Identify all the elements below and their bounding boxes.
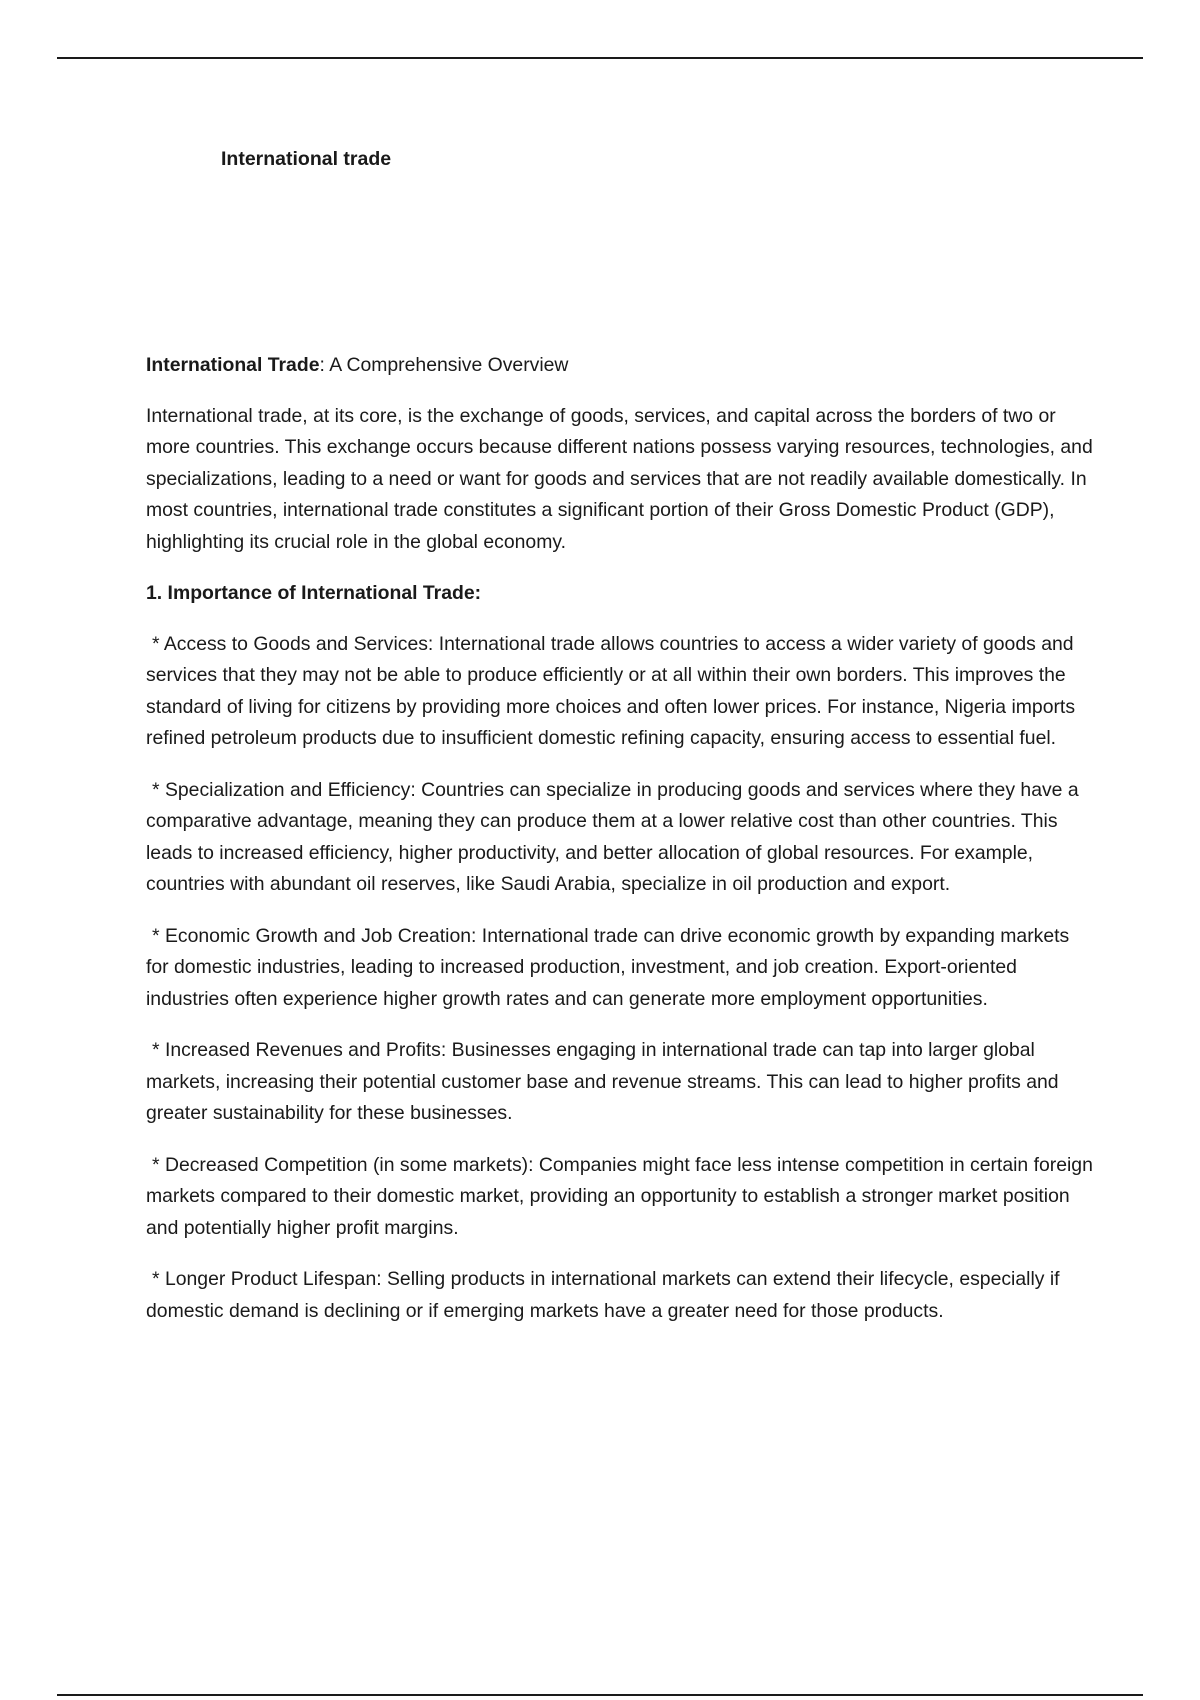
bullet-text: Decreased Competition (in some markets): Companies might face less intense competition in certain foreign markets compared to their domestic market, providing an opportunity to establish a stronger market position and potentially higher profit margins. xyxy=(146,1153,1093,1239)
bullet-marker: * xyxy=(152,1039,160,1061)
bullet-marker: * xyxy=(152,1153,160,1176)
bullet-marker: * xyxy=(152,1268,160,1290)
overview-heading-rest: : A Comprehensive Overview xyxy=(319,354,569,376)
overview-heading xyxy=(146,350,1096,382)
section-heading: 1. Importance of International Trade: xyxy=(146,582,482,604)
bullet-marker: * xyxy=(152,924,160,947)
bullet-text: Increased Revenues and Profits: Businesses engaging in international trade can tap into larger global markets, increasing their potential customer base and revenue streams. This can lead to higher profits and greater sustainability for these businesses. xyxy=(146,1039,1059,1124)
bullet-paragraph xyxy=(146,1035,1096,1130)
bullet-paragraph xyxy=(146,1264,1096,1327)
bullet-paragraph xyxy=(146,1150,1096,1245)
overview-heading-bold: International Trade xyxy=(146,354,320,376)
bullet-marker: * xyxy=(152,778,160,801)
bullet-paragraph xyxy=(146,629,1096,755)
bullet-text: Specialization and Efficiency: Countries can specialize in producing goods and services where they have a comparative advantage, meaning they can produce them at a lower relative cost than other countries. This leads to increased efficiency, higher productivity, and better allocation of global resources. For example, countries with abundant oil reserves, like Saudi Arabia, specialize in oil production and export. xyxy=(146,778,1079,895)
footer-rule xyxy=(57,1694,1143,1696)
document-body xyxy=(146,350,1096,1347)
bullet-text: Longer Product Lifespan: Selling products in international markets can extend their lifecycle, especially if domestic demand is declining or if emerging markets have a greater need for those products. xyxy=(146,1268,1060,1322)
bullet-marker: * xyxy=(152,632,160,655)
document-title: International trade xyxy=(221,148,392,170)
header-rule xyxy=(57,57,1143,59)
bullet-paragraph xyxy=(146,775,1096,901)
bullet-text: Economic Growth and Job Creation: International trade can drive economic growth by expanding markets for domestic industries, leading to increased production, investment, and job creation. Export-oriented industries often experience higher growth rates and can generate more employment opportunities. xyxy=(146,924,1070,1010)
bullet-paragraph xyxy=(146,921,1096,1016)
bullet-text: Access to Goods and Services: International trade allows countries to access a wider variety of goods and services that they may not be able to produce efficiently or at all within their own borders. This improves the standard of living for citizens by providing more choices and often lower prices. For instance, Nigeria imports refined petroleum products due to insufficient domestic refining capacity, ensuring access to essential fuel. xyxy=(146,632,1076,749)
intro-paragraph: International trade, at its core, is the exchange of goods, services, and capital across the borders of two or more countries. This exchange occurs because different nations possess varying resources, technologies, and specializations, leading to a need or want for goods and services that are not readily available domestically. In most countries, international trade constitutes a significant portion of their Gross Domestic Product (GDP), highlighting its crucial role in the global economy. xyxy=(146,404,1093,553)
